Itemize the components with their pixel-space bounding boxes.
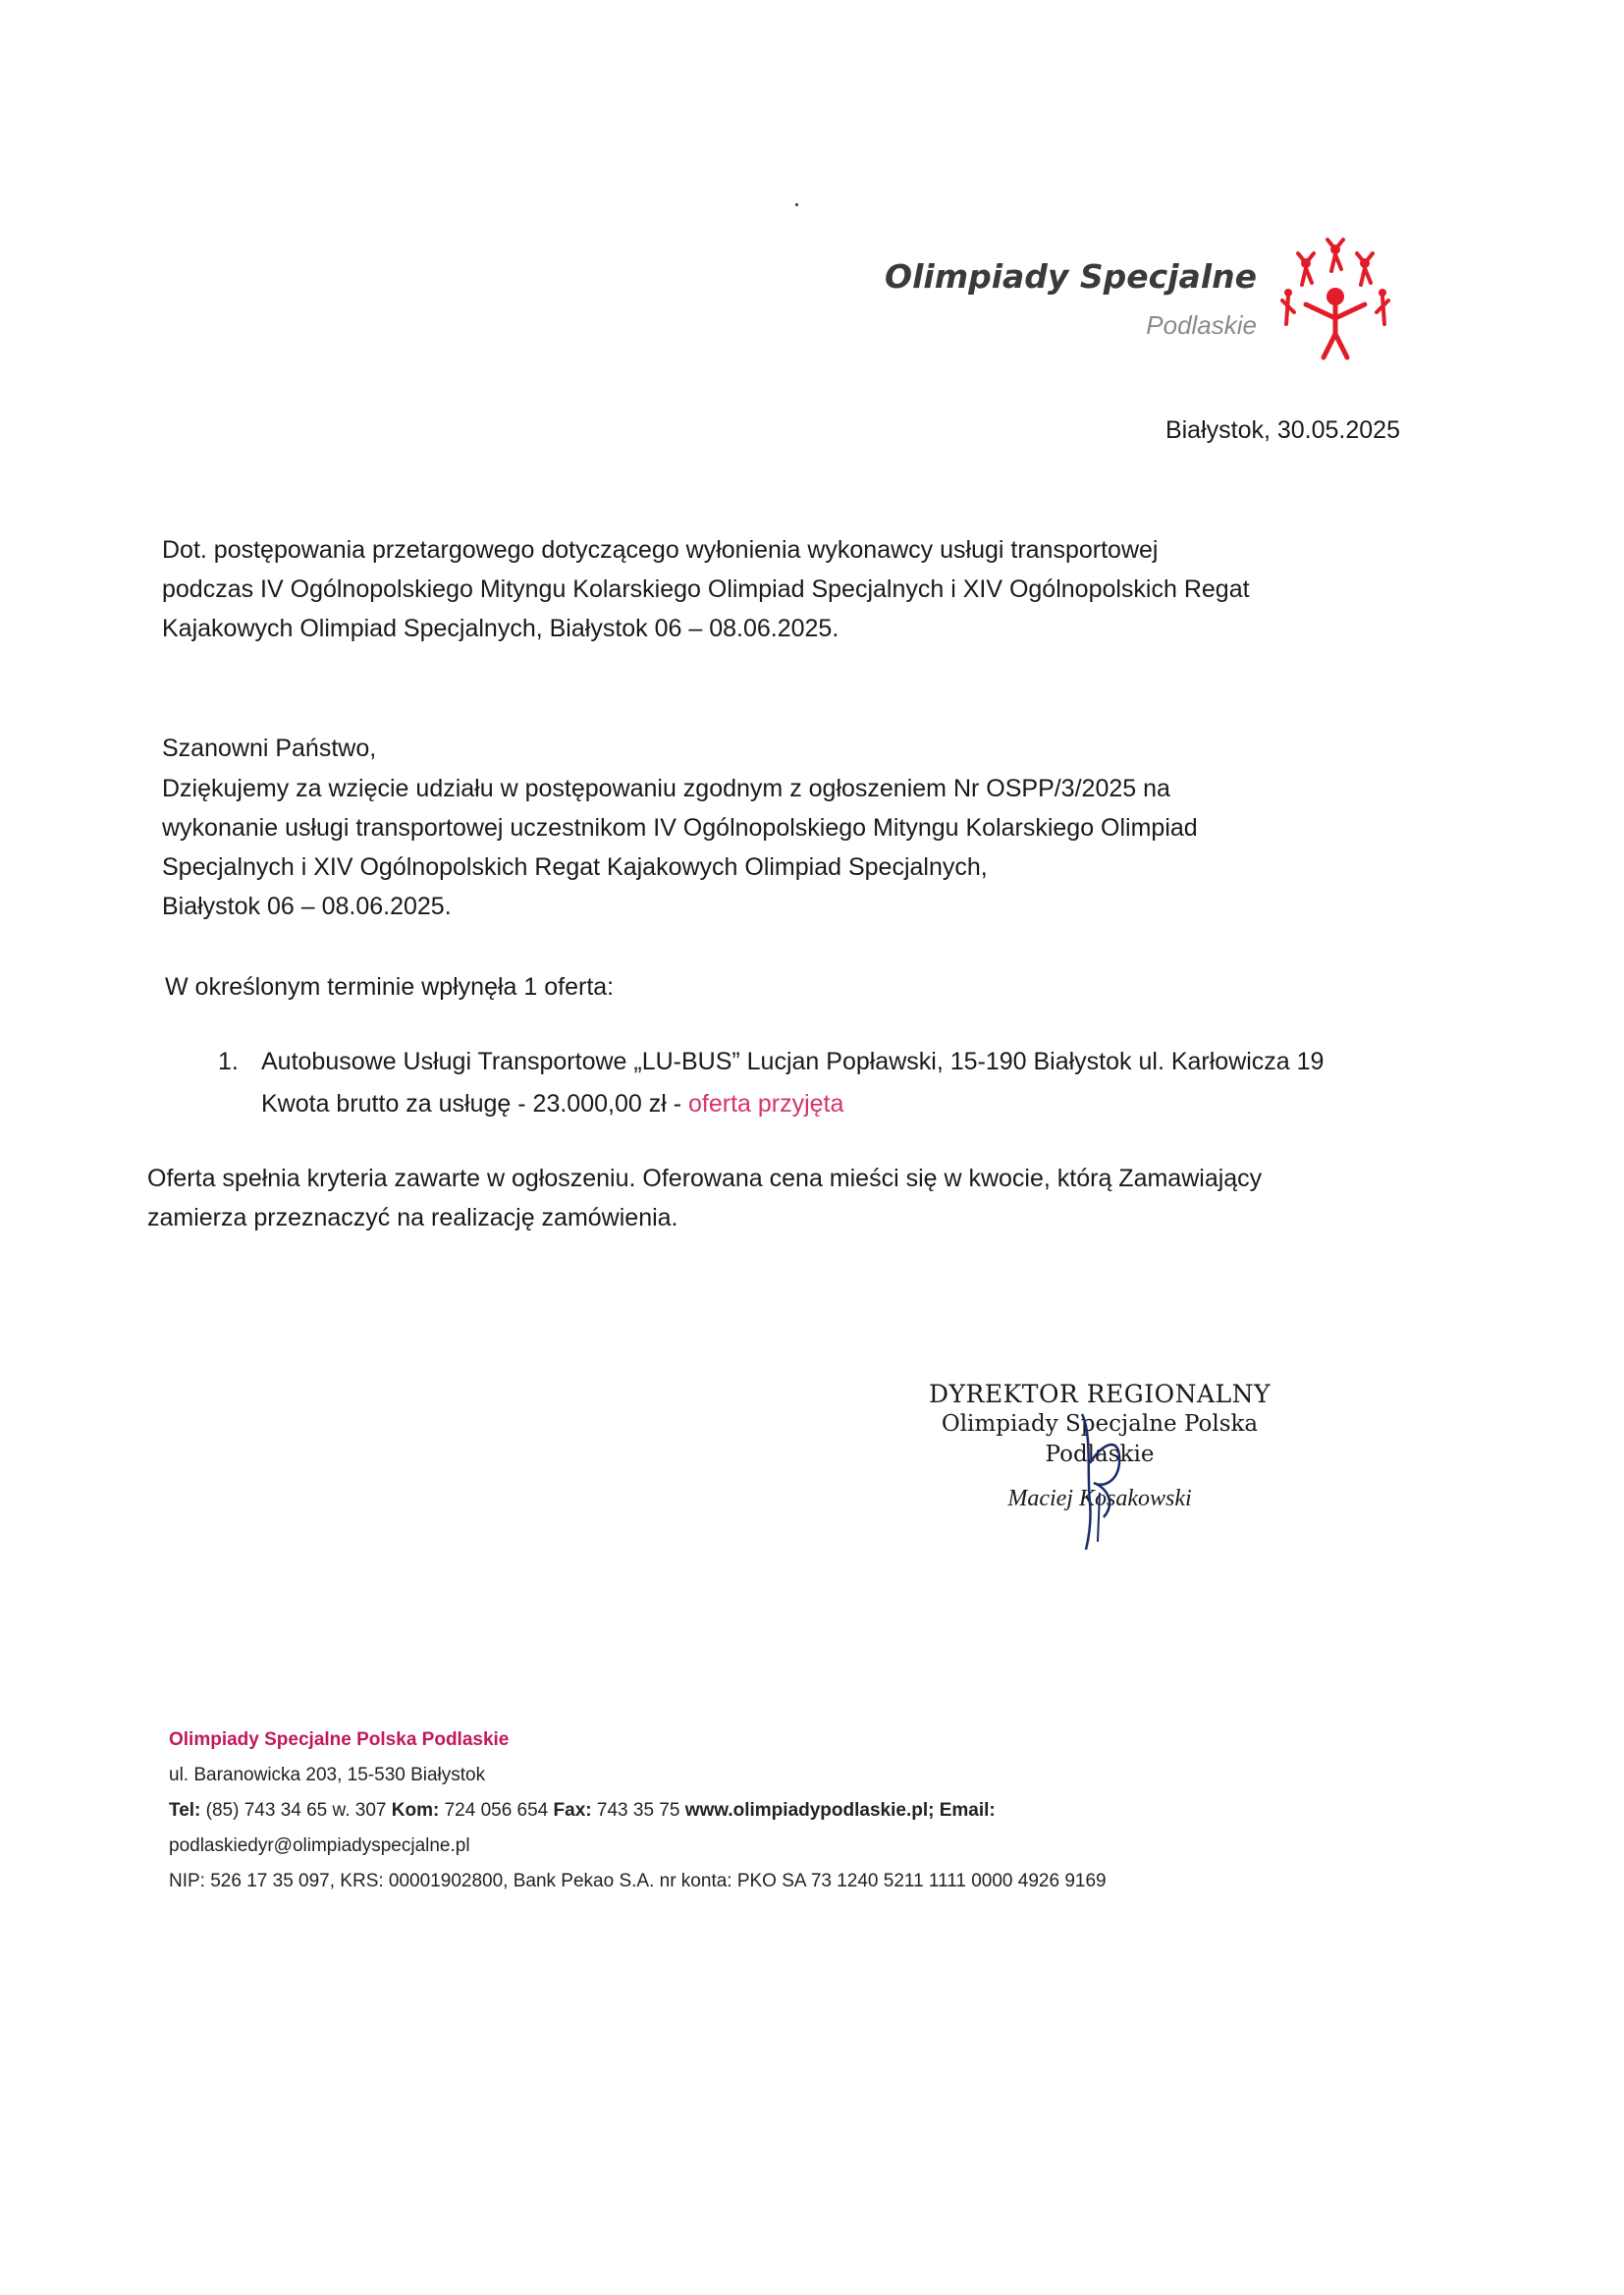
- footer-org: Olimpiady Specjalne Polska Podlaskie: [169, 1729, 510, 1750]
- org-name: Olimpiady Specjalne: [885, 257, 1257, 296]
- tel-label: Tel:: [169, 1800, 201, 1821]
- offer-amount-line: [218, 1083, 1324, 1125]
- thanks-paragraph: [162, 769, 1198, 926]
- tel-value: (85) 743 34 65 w. 307: [205, 1800, 387, 1821]
- signatory-org-region: Podlaskie: [1045, 1442, 1155, 1467]
- footer-registration: NIP: 526 17 35 097, KRS: 00001902800, Bank Pekao S.A. nr konta: PKO SA 73 1240 5211 1111 0000 4926 9169: [169, 1871, 1107, 1891]
- subject-line: Kajakowych Olimpiad Specjalnych, Białystok 06 – 08.06.2025.: [162, 615, 839, 642]
- subject-line: podczas IV Ogólnopolskiego Mityngu Kolarskiego Olimpiad Specjalnych i XIV Ogólnopolskich Regat: [162, 575, 1250, 603]
- footer-address: ul. Baranowicka 203, 15-530 Białystok: [169, 1765, 486, 1785]
- org-region: Podlaskie: [1146, 310, 1257, 340]
- email-label: Email:: [939, 1800, 996, 1821]
- handwritten-signature: [1062, 1394, 1151, 1552]
- signatory-name: Maciej Kosakowski: [1007, 1486, 1192, 1511]
- offer-status: oferta przyjęta: [687, 1090, 844, 1118]
- offer-number: 1.: [218, 1048, 239, 1075]
- offer-amount: Kwota brutto za usługę - 23.000,00 zł -: [261, 1090, 688, 1118]
- subject-block: [162, 530, 1250, 648]
- thanks-line: Specjalnych i XIV Ogólnopolskich Regat Kajakowych Olimpiad Specjalnych,: [162, 853, 988, 881]
- letter-footer: [169, 1722, 1107, 1899]
- list-item: [218, 1041, 1324, 1083]
- signatory-title: DYREKTOR REGIONALNY: [928, 1380, 1272, 1408]
- footer-contact: [169, 1793, 1107, 1829]
- website-link[interactable]: www.olimpiadypodlaskie.pl;: [684, 1800, 935, 1821]
- offer-company: Autobusowe Usługi Transportowe „LU-BUS” Lucjan Popławski, 15-190 Białystok ul. Karłowicza 19: [261, 1048, 1325, 1075]
- thanks-line: wykonanie usługi transportowej uczestnikom IV Ogólnopolskiego Mityngu Kolarskiego Olimpiad: [162, 814, 1198, 842]
- fax-value: 743 35 75: [596, 1800, 680, 1821]
- closing-line: zamierza przeznaczyć na realizację zamówienia.: [147, 1204, 678, 1231]
- kom-label: Kom:: [391, 1800, 440, 1821]
- closing-paragraph: [147, 1159, 1262, 1237]
- letter-date: Białystok, 30.05.2025: [1164, 416, 1400, 444]
- closing-line: Oferta spełnia kryteria zawarte w ogłoszeniu. Oferowana cena mieści się w kwocie, którą Zamawiający: [147, 1165, 1263, 1192]
- email-link[interactable]: podlaskiedyr@olimpiadyspecjalne.pl: [169, 1835, 470, 1856]
- scan-dot: [795, 203, 798, 206]
- thanks-line: Dziękujemy za wzięcie udziału w postępowaniu zgodnym z ogłoszeniem Nr OSPP/3/2025 na: [162, 775, 1170, 802]
- special-olympics-logo-icon: [1276, 236, 1394, 363]
- signatory-org: Olimpiady Specjalne Polska: [941, 1411, 1259, 1437]
- kom-value: 724 056 654: [444, 1800, 549, 1821]
- greeting: Szanowni Państwo,: [162, 735, 377, 762]
- offer-list: [218, 1041, 1324, 1125]
- offers-intro: W określonym terminie wpłynęła 1 oferta:: [165, 973, 615, 1001]
- fax-label: Fax:: [553, 1800, 592, 1821]
- subject-line: Dot. postępowania przetargowego dotyczącego wyłonienia wykonawcy usługi transportowej: [162, 536, 1159, 564]
- thanks-line: Białystok 06 – 08.06.2025.: [162, 893, 452, 920]
